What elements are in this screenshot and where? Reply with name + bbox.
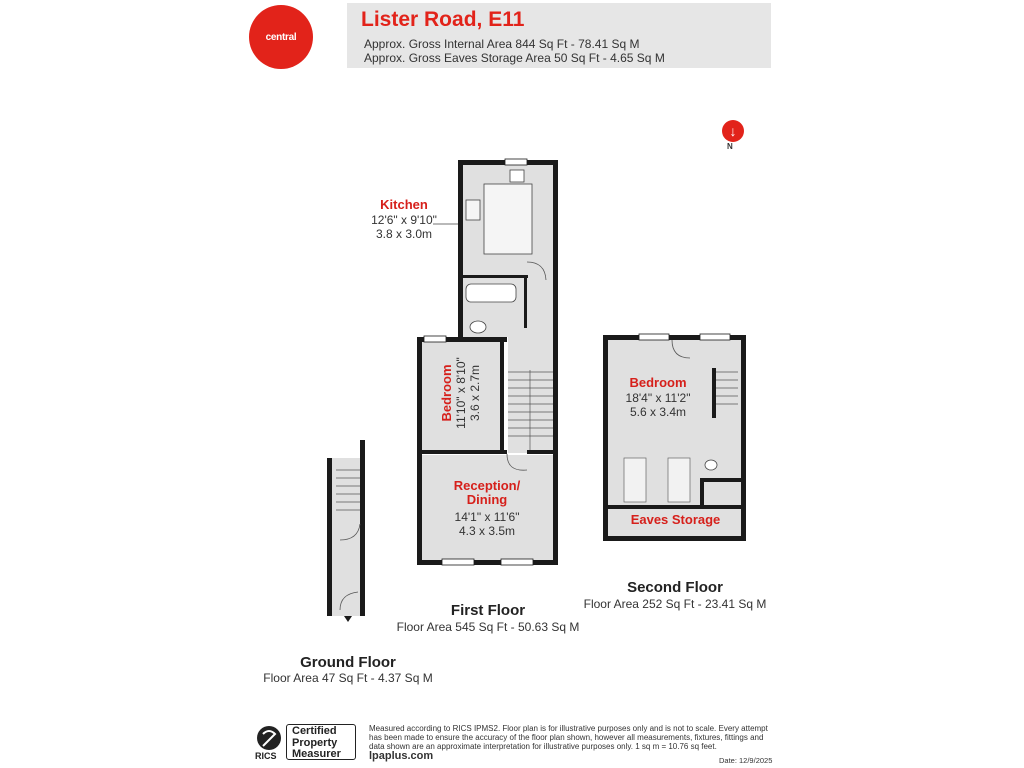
reception-name-line1: Reception/ [453, 478, 521, 493]
gross-internal-area: Approx. Gross Internal Area 844 Sq Ft - 78.41 Sq M [364, 37, 640, 51]
second-floor-title: Second Floor [627, 579, 723, 596]
second-floor-plan [603, 334, 746, 541]
bedroom-1-dim-metric: 3.6 x 2.7m [468, 364, 482, 422]
cert-line2: Property [292, 736, 338, 749]
plan-date: Date: 12/9/2025 [719, 756, 773, 765]
rics-text: RICS [255, 751, 277, 761]
kitchen-dim-imperial: 12'6" x 9'10" [371, 213, 437, 227]
second-floor-area: Floor Area 252 Sq Ft - 23.41 Sq M [583, 597, 767, 611]
kitchen-name: Kitchen [380, 197, 428, 212]
footer-url[interactable]: lpaplus.com [369, 750, 434, 762]
disclaimer-text: Measured according to RICS IPMS2. Floor plan is for illustrative purposes only and is not to scale. Every attempt has been made to ensure the accuracy of the floor plan shown, however all measurements, fixtures, fittings and data shown are an approximate interpretation for illustrative purposes only. 1 sq m = 10.76 sq feet. [369, 724, 768, 751]
kitchen-dim-metric: 3.8 x 3.0m [375, 227, 433, 241]
bedroom-2-dim-metric: 5.6 x 3.4m [629, 405, 687, 419]
ground-floor-title: Ground Floor [300, 654, 396, 671]
reception-dim-imperial: 14'1" x 11'6" [454, 510, 520, 524]
reception-dim-metric: 4.3 x 3.5m [458, 524, 516, 538]
ground-floor-plan [327, 440, 365, 622]
rics-logo [249, 724, 289, 762]
north-label: N [727, 142, 733, 151]
certified-measurer-badge [286, 724, 356, 760]
cert-line1: Certified [292, 725, 337, 737]
gross-eaves-area: Approx. Gross Eaves Storage Area 50 Sq Ft - 4.65 Sq M [364, 51, 665, 65]
eaves-storage-name: Eaves Storage [630, 512, 721, 527]
bedroom-2-dim-imperial: 18'4" x 11'2" [625, 391, 691, 405]
cert-line3: Measurer [292, 748, 341, 760]
compass-arrow-icon: ↓ [722, 120, 744, 142]
first-floor-area: Floor Area 545 Sq Ft - 50.63 Sq M [396, 620, 580, 634]
reception-name-line2: Dining [466, 492, 508, 507]
first-floor-title: First Floor [450, 602, 526, 619]
bedroom-1-name: Bedroom [439, 364, 454, 422]
ground-floor-area: Floor Area 47 Sq Ft - 4.37 Sq M [263, 671, 433, 685]
bedroom-2-name: Bedroom [629, 375, 687, 390]
bedroom-1-dim-imperial: 11'10" x 8'10" [454, 357, 468, 429]
property-title: Lister Road, E11 [361, 8, 525, 31]
brand-logo-text: central [265, 31, 297, 43]
